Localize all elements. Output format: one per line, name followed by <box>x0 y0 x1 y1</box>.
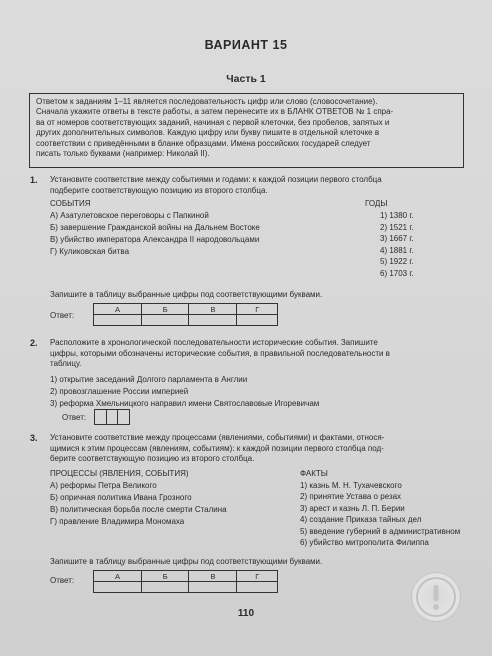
answer-cell[interactable] <box>142 582 189 593</box>
question-2-number: 2. <box>30 338 38 348</box>
answer-label: Ответ: <box>50 311 75 320</box>
year-item: 1) 1380 г. <box>380 211 414 220</box>
chronology-item: 3) реформа Хмельницкого направил имени Святославовые Игоревичам <box>50 399 320 408</box>
fact-item: 1) казнь М. Н. Тухачевского <box>300 481 402 490</box>
page-number: 110 <box>237 608 255 619</box>
answer-col-header: Б <box>142 304 189 315</box>
answer-col-header: В <box>189 304 237 315</box>
table-instruction: Запишите в таблицу выбранные цифры под соответствующими буквами. <box>50 557 323 566</box>
answer-cell[interactable] <box>189 315 237 326</box>
fact-item: 6) убийство митрополита Филиппа <box>300 538 429 548</box>
answer-col-header: Г <box>237 304 278 315</box>
answer-cell[interactable] <box>237 315 278 326</box>
question-text-line: таблицу. <box>50 359 82 368</box>
question-text-line: Установите соответствие между событиями и годами: к каждой позиции первого столбца <box>50 175 382 184</box>
process-item: А) реформы Петра Великого <box>50 481 157 490</box>
answer-label: Ответ: <box>62 413 87 422</box>
years-column-header: ГОДЫ <box>365 199 388 208</box>
year-item: 3) 1667 г. <box>380 234 414 244</box>
answer-cell[interactable] <box>142 315 189 326</box>
answer-cell[interactable] <box>106 410 118 425</box>
answer-table-q3 <box>93 570 278 593</box>
question-1-text <box>50 175 470 196</box>
processes-list <box>50 480 227 528</box>
process-item: Г) правление Владимира Мономаха <box>50 517 185 526</box>
answer-table-q1 <box>93 303 278 326</box>
year-item: 6) 1703 г. <box>380 268 414 278</box>
events-list <box>50 210 260 258</box>
year-item: 5) 1922 г. <box>380 257 414 267</box>
question-1-number: 1. <box>30 175 38 185</box>
answer-cell[interactable] <box>94 582 142 593</box>
instruction-line: других дополнительных символов. Каждую цифру или букву пишите в отдельной клеточке в <box>36 128 380 138</box>
answer-col-header: А <box>94 571 142 582</box>
answer-cell[interactable] <box>189 582 237 593</box>
answer-col-header: Б <box>142 571 189 582</box>
year-item: 4) 1881 г. <box>380 245 414 255</box>
event-item: Г) Куликовская битва <box>50 247 130 256</box>
question-text-line: берите соответствующую позицию из второго столбца. <box>50 454 255 463</box>
answer-cell[interactable] <box>95 410 107 425</box>
question-text-line: Установите соответствие между процессами (явлениями, событиями) и фактами, относя- <box>50 433 385 442</box>
answer-cell[interactable] <box>118 410 130 425</box>
facts-list <box>300 480 460 548</box>
answer-col-header: А <box>94 304 142 315</box>
answer-col-header: В <box>189 571 237 582</box>
chronology-item: 2) провозглашение России империей <box>50 387 189 396</box>
year-item: 2) 1521 г. <box>380 222 414 232</box>
event-item: Б) завершение Гражданской войны на Дальнем Востоке <box>50 223 260 232</box>
event-item: В) убийство императора Александра II народовольцами <box>50 235 260 244</box>
question-text-line: щимися к этим процессам (явлениям, событиям): к каждой позиции первого столбца под- <box>50 443 384 453</box>
instructions-box <box>29 93 464 168</box>
chronology-item: 1) открытие заседаний Долгого парламента в Англии <box>50 375 248 384</box>
variant-title: ВАРИАНТ 15 <box>204 38 288 52</box>
instruction-line: Сначала укажите ответы в тексте работы, а затем перенесите их в БЛАНК ОТВЕТОВ № 1 спра- <box>36 107 394 117</box>
instruction-line: соответствии с приведёнными в бланке образцами. Имена российских государей следует <box>36 138 371 148</box>
table-instruction: Запишите в таблицу выбранные цифры под соответствующими буквами. <box>50 290 323 299</box>
question-text-line: подберите соответствующую позицию из второго столбца. <box>50 185 268 195</box>
fact-item: 2) принятие Устава о резах <box>300 492 402 502</box>
part-heading: Часть 1 <box>226 73 266 85</box>
event-item: А) Азатулетовское переговоры с Папкиной <box>50 211 209 220</box>
process-item: Б) опричная политика Ивана Грозного <box>50 493 192 502</box>
fact-item: 3) арест и казнь Л. П. Берии <box>300 503 405 513</box>
events-column-header: СОБЫТИЯ <box>50 199 91 208</box>
question-text-line: Расположите в хронологической последовательности исторические события. Запишите <box>50 338 378 347</box>
answer-label: Ответ: <box>50 576 75 585</box>
instruction-line: Ответом к заданиям 1–11 является последовательность цифр или слово (словосочетание). <box>36 97 378 106</box>
years-list <box>380 210 414 280</box>
answer-table-q2 <box>94 409 130 425</box>
answer-col-header: Г <box>237 571 278 582</box>
question-text-line: цифры, которыми обозначены исторические события, в правильной последовательности в <box>50 348 390 358</box>
chronology-items <box>50 374 319 410</box>
fact-item: 5) введение губерний в административном <box>300 526 461 536</box>
answer-cell[interactable] <box>94 315 142 326</box>
answer-cell[interactable] <box>237 582 278 593</box>
question-3-number: 3. <box>30 433 38 443</box>
fact-item: 4) создание Приказа тайных дел <box>300 515 422 525</box>
facts-column-header: ФАКТЫ <box>300 469 328 478</box>
process-item: В) политическая борьба после смерти Сталина <box>50 505 227 514</box>
instruction-line: ва от номеров соответствующих заданий, начиная с первой клеточки, без пробелов, запятых и <box>36 117 390 127</box>
question-3-text <box>50 433 470 465</box>
question-2-text <box>50 338 470 370</box>
instruction-line: писать только буквами (например: Николай II). <box>36 149 210 159</box>
processes-column-header: ПРОЦЕССЫ (ЯВЛЕНИЯ, СОБЫТИЯ) <box>50 469 189 478</box>
